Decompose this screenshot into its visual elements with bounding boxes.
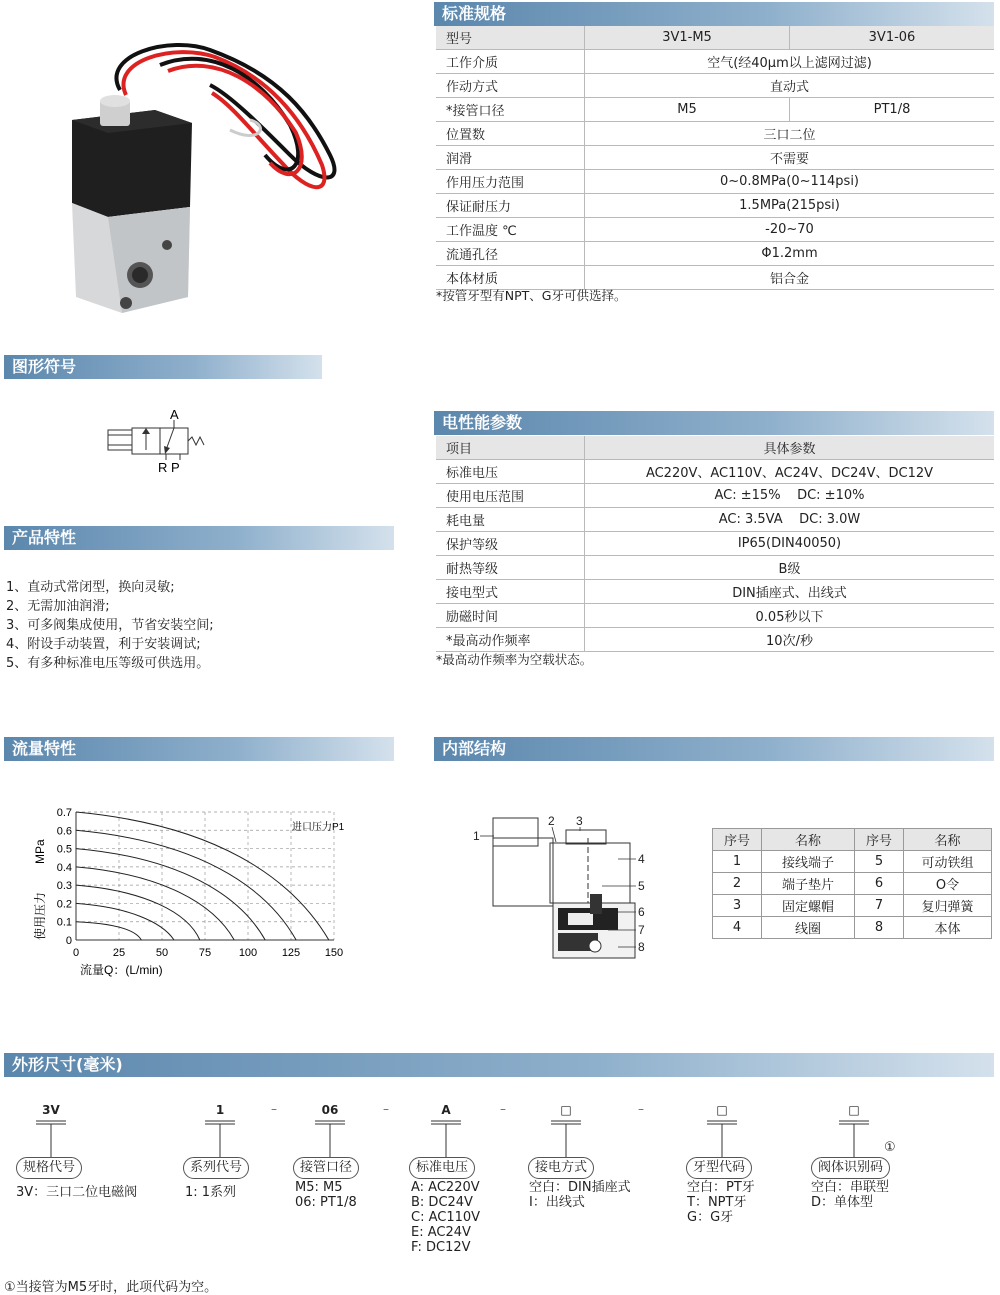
spec-value: 直动式	[585, 74, 995, 98]
spec-label: 作动方式	[436, 74, 585, 98]
electrical-header	[434, 411, 994, 435]
elec-value: AC: ±15% DC: ±10%	[585, 484, 995, 508]
y-tick-label: 0.6	[56, 825, 72, 838]
x-tick-label: 75	[198, 947, 212, 959]
spec-table	[436, 26, 994, 290]
code-body: □	[848, 1103, 860, 1117]
internal-structure-diagram	[468, 808, 658, 968]
chart-annotation: 进口压力P1	[292, 822, 345, 833]
feature-item: 1、直动式常闭型，换向灵敏;	[6, 580, 175, 595]
flow-title: 流量特性	[12, 739, 77, 758]
elec-row	[436, 460, 994, 484]
footnote: ①当接管为M5牙时，此项代码为空。	[4, 1280, 218, 1295]
electrical-note: *最高动作频率为空载状态。	[436, 652, 593, 667]
x-tick-label: 50	[155, 947, 169, 959]
parts-table	[712, 828, 992, 939]
callout-8: 8	[638, 940, 645, 954]
spec-label: 作用压力范围	[436, 170, 585, 194]
elec-label: 使用电压范围	[436, 484, 585, 508]
parts-row	[713, 851, 992, 873]
elec-value: AC: 3.5VA DC: 3.0W	[585, 508, 995, 532]
y-tick-label: 0.1	[56, 916, 72, 929]
spec-value: 不需要	[585, 146, 995, 170]
elec-row	[436, 532, 994, 556]
spec-note: *按管牙型有NPT、G牙可供选择。	[436, 288, 627, 303]
spec-title: 标准规格	[442, 4, 507, 23]
label-voltage: 标准电压	[409, 1157, 475, 1179]
code-stems	[0, 1118, 1000, 1160]
callout-6: 6	[638, 905, 645, 919]
opts-spec	[16, 1185, 137, 1200]
elec-row	[436, 484, 994, 508]
y-tick-label: 0.3	[56, 880, 72, 893]
elec-value: DIN插座式、出线式	[585, 580, 995, 604]
port-a-label: A	[170, 410, 179, 422]
elec-label: 保护等级	[436, 532, 585, 556]
spec-label: 工作介质	[436, 50, 585, 74]
parts-cell: 4	[713, 917, 762, 939]
spec-header	[434, 2, 994, 26]
elec-row	[436, 508, 994, 532]
elec-label: *最高动作频率	[436, 628, 585, 652]
opt-item: D：单体型	[811, 1195, 874, 1210]
label-port-size: 接管口径	[293, 1157, 359, 1179]
elec-label: 接电型式	[436, 580, 585, 604]
elec-row	[436, 628, 994, 652]
spec-label: 本体材质	[436, 266, 585, 290]
flow-curve	[76, 849, 265, 940]
circle-mark: ①	[884, 1140, 896, 1155]
symbol-title: 图形符号	[12, 357, 77, 376]
elec-label: 耐热等级	[436, 556, 585, 580]
code-separator: –	[638, 1102, 644, 1116]
callout-4: 4	[638, 852, 645, 866]
spec-label: 保证耐压力	[436, 194, 585, 218]
parts-row	[713, 917, 992, 939]
opt-item: A: AC220V	[411, 1180, 480, 1195]
y-tick-label: 0.4	[56, 861, 72, 874]
parts-cell: O令	[904, 873, 992, 895]
parts-row	[713, 895, 992, 917]
x-tick-label: 0	[72, 947, 80, 959]
spec-row	[436, 122, 994, 146]
opt-item: G：G牙	[687, 1210, 734, 1225]
port-rp-label: R P	[158, 460, 180, 475]
opts-thread	[687, 1180, 755, 1225]
opts-connection	[529, 1180, 631, 1210]
opt-item: 空白：PT牙	[687, 1180, 755, 1195]
spec-row	[436, 170, 994, 194]
parts-cell: 本体	[904, 917, 992, 939]
opt-item: 06: PT1/8	[295, 1195, 357, 1210]
x-tick-label: 25	[112, 947, 126, 959]
opts-series	[185, 1185, 236, 1200]
electrical-table	[436, 436, 994, 652]
parts-head: 序号	[855, 829, 904, 851]
x-axis-label: 流量Q：(L/min)	[80, 963, 163, 977]
spec-value: 1.5MPa(215psi)	[585, 194, 995, 218]
x-tick-label: 100	[238, 947, 258, 959]
elec-value: IP65(DIN40050)	[585, 532, 995, 556]
y-axis-label: 使用压力	[33, 891, 47, 940]
elec-row	[436, 580, 994, 604]
parts-cell: 端子垫片	[762, 873, 855, 895]
opts-voltage	[411, 1180, 480, 1255]
code-separator: –	[500, 1102, 506, 1116]
parts-cell: 线圈	[762, 917, 855, 939]
code-voltage: A	[441, 1103, 451, 1117]
label-series-code: 系列代号	[183, 1157, 249, 1179]
parts-cell: 固定螺帽	[762, 895, 855, 917]
spec-value: 三口二位	[585, 122, 995, 146]
elec-label: 励磁时间	[436, 604, 585, 628]
spec-row	[436, 74, 994, 98]
opt-item: 空白：串联型	[811, 1180, 890, 1195]
x-tick-label: 125	[281, 947, 301, 959]
opt-item: C: AC110V	[411, 1210, 481, 1225]
parts-cell: 可动铁组	[904, 851, 992, 873]
spec-value: 3V1-06	[790, 26, 995, 50]
valve-symbol-diagram	[100, 410, 210, 475]
spec-row	[436, 146, 994, 170]
spec-row	[436, 98, 994, 122]
parts-row	[713, 829, 992, 851]
opt-item: T：NPT牙	[687, 1195, 747, 1210]
code-connection: □	[560, 1103, 572, 1117]
parts-cell: 6	[855, 873, 904, 895]
features-header	[4, 526, 394, 550]
elec-row	[436, 604, 994, 628]
label-spec-code: 规格代号	[16, 1157, 82, 1179]
y-tick-label: 0.7	[56, 807, 72, 819]
spec-label: *接管口径	[436, 98, 585, 122]
spec-label: 位置数	[436, 122, 585, 146]
spec-row	[436, 50, 994, 74]
flow-header	[4, 737, 394, 761]
elec-value: AC220V、AC110V、AC24V、DC24V、DC12V	[585, 460, 995, 484]
flow-curve	[76, 922, 141, 940]
opt-item: 空白：DIN插座式	[529, 1180, 631, 1195]
opts-port	[295, 1180, 357, 1210]
code-spec: 3V	[42, 1103, 60, 1117]
spec-value: M5	[585, 98, 790, 122]
code-thread: □	[716, 1103, 728, 1117]
y-tick-label: 0.2	[56, 898, 72, 911]
opt-item: 1: 1系列	[185, 1185, 237, 1200]
elec-label: 标准电压	[436, 460, 585, 484]
parts-head: 序号	[713, 829, 762, 851]
parts-cell: 5	[855, 851, 904, 873]
y-tick-label: 0.5	[56, 843, 72, 856]
elec-value: B级	[585, 556, 995, 580]
electrical-title: 电性能参数	[442, 413, 523, 432]
spec-row	[436, 26, 994, 50]
opt-item: E: AC24V	[411, 1225, 471, 1240]
spec-value: 空气(经40μm以上滤网过滤)	[585, 50, 995, 74]
code-separator: –	[383, 1102, 389, 1116]
elec-label: 耗电量	[436, 508, 585, 532]
elec-label: 项目	[436, 436, 585, 460]
callout-2: 2	[548, 814, 555, 828]
opt-item: M5: M5	[295, 1180, 343, 1195]
spec-value: Φ1.2mm	[585, 242, 995, 266]
spec-row	[436, 218, 994, 242]
y-tick-label: 0	[65, 935, 72, 947]
spec-value: 铝合金	[585, 266, 995, 290]
spec-label: 工作温度 ℃	[436, 218, 585, 242]
code-separator: –	[271, 1102, 277, 1116]
feature-item: 3、可多阀集成使用，节省安装空间;	[6, 618, 214, 633]
spec-label: 流通孔径	[436, 242, 585, 266]
spec-row	[436, 194, 994, 218]
code-port: 06	[321, 1103, 339, 1117]
label-thread: 牙型代码	[686, 1157, 752, 1179]
internal-title: 内部结构	[442, 739, 507, 758]
feature-item: 5、有多种标准电压等级可供选用。	[6, 656, 210, 671]
parts-cell: 1	[713, 851, 762, 873]
feature-item: 4、附设手动装置，利于安装调试;	[6, 637, 201, 652]
elec-value: 10次/秒	[585, 628, 995, 652]
features-title: 产品特性	[12, 528, 77, 547]
parts-cell: 复归弹簧	[904, 895, 992, 917]
elec-row	[436, 556, 994, 580]
flow-chart	[28, 800, 358, 980]
spec-row	[436, 242, 994, 266]
parts-cell: 8	[855, 917, 904, 939]
symbol-header	[4, 355, 322, 379]
parts-cell: 2	[713, 873, 762, 895]
parts-cell: 7	[855, 895, 904, 917]
x-tick-label: 150	[324, 947, 344, 959]
ordering-title: 外形尺寸(毫米)	[12, 1055, 123, 1074]
callout-5: 5	[638, 879, 645, 893]
elec-value: 具体参数	[585, 436, 995, 460]
spec-label: 型号	[436, 26, 585, 50]
spec-value: PT1/8	[790, 98, 995, 122]
ordering-header	[4, 1053, 994, 1077]
internal-header	[434, 737, 994, 761]
label-connection: 接电方式	[528, 1157, 594, 1179]
spec-value: 0~0.8MPa(0~114psi)	[585, 170, 995, 194]
callout-3: 3	[576, 814, 583, 828]
opts-body	[811, 1180, 889, 1210]
product-photo	[60, 35, 360, 325]
opt-item: I：出线式	[529, 1195, 585, 1210]
parts-cell: 3	[713, 895, 762, 917]
opt-item: 3V：三口二位电磁阀	[16, 1185, 138, 1200]
callout-1: 1	[473, 829, 480, 843]
parts-head: 名称	[762, 829, 855, 851]
parts-row	[713, 873, 992, 895]
parts-head: 名称	[904, 829, 992, 851]
features-list	[6, 578, 214, 673]
label-body-id: 阀体识别码	[811, 1157, 890, 1179]
code-series: 1	[215, 1103, 225, 1117]
y-axis-unit: MPa	[33, 839, 47, 864]
spec-value: 3V1-M5	[585, 26, 790, 50]
spec-label: 润滑	[436, 146, 585, 170]
elec-value: 0.05秒以下	[585, 604, 995, 628]
callout-7: 7	[638, 923, 645, 937]
elec-row	[436, 436, 994, 460]
opt-item: B: DC24V	[411, 1195, 473, 1210]
feature-item: 2、无需加油润滑;	[6, 599, 110, 614]
parts-cell: 接线端子	[762, 851, 855, 873]
spec-value: -20~70	[585, 218, 995, 242]
opt-item: F: DC12V	[411, 1240, 471, 1255]
